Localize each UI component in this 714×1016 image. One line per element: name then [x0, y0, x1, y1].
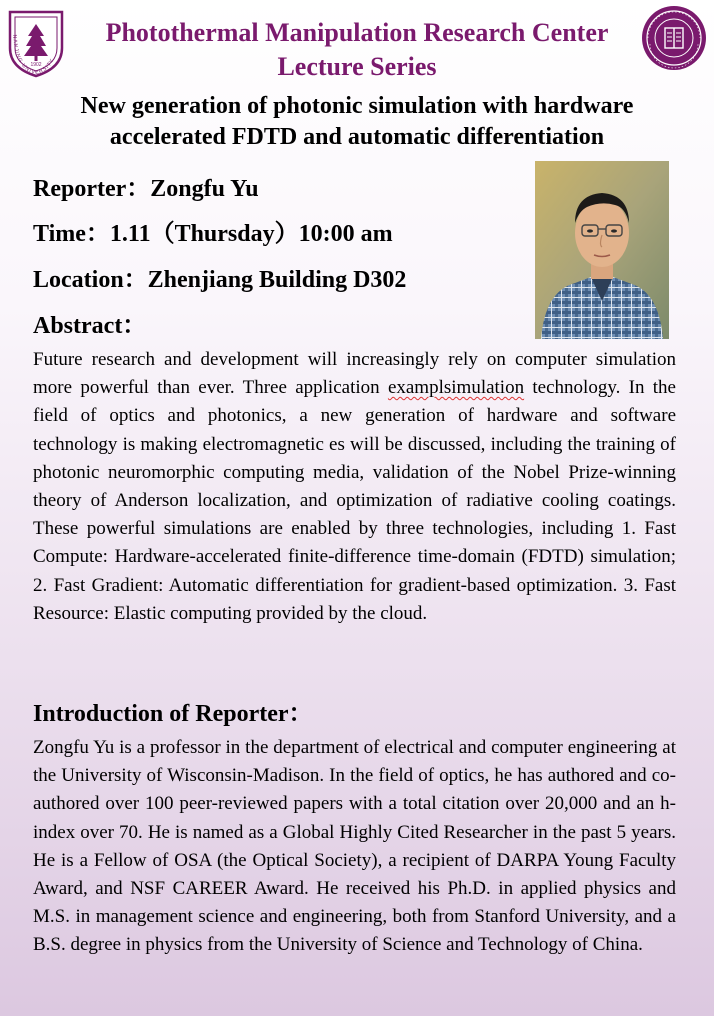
university-seal-icon	[640, 4, 708, 72]
nanjing-university-emblem-icon	[6, 8, 66, 78]
location-label: Location：	[33, 267, 148, 293]
introduction-text: Zongfu Yu is a professor in the department of electrical and computer engineering at the University of Wisconsin-Madison. In the field of optics, he has authored and co-authored over 100 peer-reviewed papers with a total citation over 20,000 and an h-index over 70. He is named as a Global Highly Cited Researcher in the past 5 years. He is a Fellow of OSA (the Optical Society), a recipient of DARPA Young Faculty Award, and NSF CAREER Award. He received his Ph.D. in applied physics and M.S. in management science and engineering, both from Stanford University, and a B.S. degree in physics from the University of Science and Technology of China.	[33, 737, 676, 956]
reporter-name: Zongfu Yu	[150, 176, 259, 202]
center-name: Photothermal Manipulation Research Center	[105, 18, 609, 47]
series-name: Lecture Series	[277, 52, 437, 81]
time-label: Time：	[33, 221, 110, 247]
location-line	[33, 265, 406, 295]
abstract-heading: Abstract：	[33, 313, 147, 339]
reporter-label: Reporter：	[33, 176, 151, 202]
spellcheck-flagged-word: examplsimulation	[387, 377, 525, 399]
introduction-heading: Introduction of Reporter：	[33, 701, 313, 727]
emblem-text: NANJING UNIVERSITY	[11, 34, 56, 77]
location-value: Zhenjiang Building D302	[147, 267, 407, 293]
talk-title: New generation of photonic simulation with hardware accelerated FDTD and automatic differentiation	[80, 93, 634, 150]
abstract-text-part2: technology. In the field of optics and photonics, a new generation of hardware and software technology is making electromagnetic es will be discussed, including the training of photonic neuromorphic computing media, validation of the Nobel Prize-winning theory of Anderson localization, and optimization of radiative cooling coatings. These powerful simulations are enabled by three technologies, including 1. Fast Compute: Hardware-accelerated finite-difference time-domain (FDTD) simulation; 2. Fast Gradient: Automatic differentiation for gradient-based optimization. 3. Fast Resource: Elastic computing provided by the cloud.	[33, 377, 676, 624]
emblem-year: 1902	[30, 62, 42, 68]
reporter-line	[33, 174, 259, 204]
speaker-photo	[535, 161, 669, 339]
abstract-text-part1: Future research and development will increasingly rely on computer simulation more powerful than ever. Three application	[33, 349, 676, 399]
time-line	[33, 219, 393, 249]
time-value: 1.11（Thursday）10:00 am	[109, 221, 393, 247]
abstract-text	[33, 346, 676, 628]
